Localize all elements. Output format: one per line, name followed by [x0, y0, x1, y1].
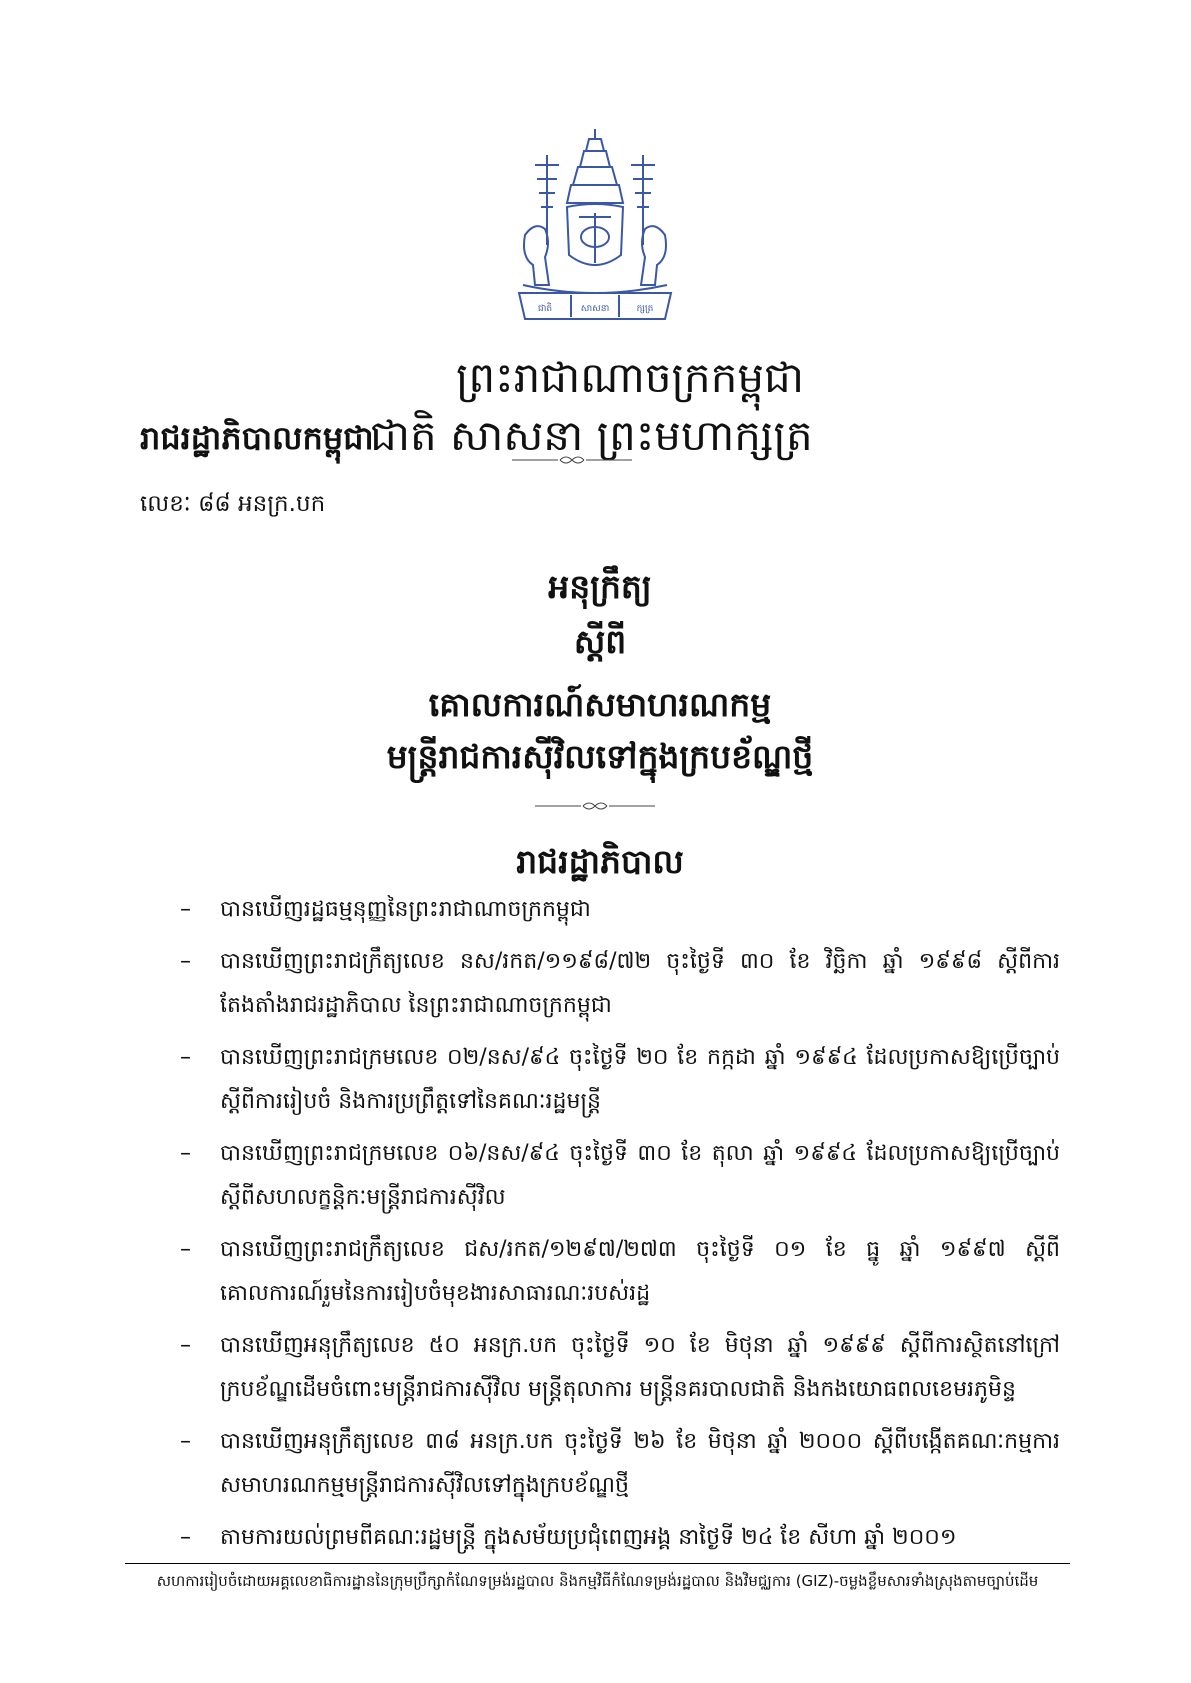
emblem-banner-center: សាសនា [580, 304, 610, 314]
consideration-item [180, 1228, 1060, 1316]
list-dash: – [180, 1525, 191, 1550]
list-dash: – [180, 1141, 191, 1166]
list-dash: – [180, 1333, 191, 1358]
list-dash: – [180, 1045, 191, 1070]
list-dash: – [180, 1237, 191, 1262]
considerations-list [180, 888, 1060, 1568]
list-dash: – [180, 1429, 191, 1454]
consideration-item [180, 888, 1060, 932]
consideration-item [180, 1420, 1060, 1508]
ornamental-divider-middle [535, 798, 655, 814]
list-dash: – [180, 897, 191, 922]
consideration-text: បានឃើញអនុក្រឹត្យលេខ ៥០ អនក្រ.បក ចុះថ្ងៃទី ១០ ខែ មិថុនា ឆ្នាំ ១៩៩៩ ស្តីពីការស្ថិតនៅក្រៅក្របខ័ណ្ឌដើមចំពោះមន្ត្រីរាជការស៊ីវិល មន្ត្រីតុលាការ មន្ត្រីនគរបាលជាតិ និងកងយោធពលខេមរភូមិន្ទ [220, 1333, 1060, 1402]
footer-rule [125, 1563, 1070, 1564]
consideration-item [180, 1036, 1060, 1124]
consideration-text: បានឃើញព្រះរាជក្រមលេខ ០៦/នស/៩៤ ចុះថ្ងៃទី ៣០ ខែ តុលា ឆ្នាំ ១៩៩៤ ដែលប្រកាសឱ្យប្រើច្បាប់ស្តីពីសហលក្ខន្តិកៈមន្ត្រីរាជការស៊ីវិល [220, 1141, 1060, 1210]
document-type-heading: អនុក្រឹត្យ [548, 567, 652, 606]
issuer-heading: រាជរដ្ឋាភិបាល [516, 842, 684, 881]
consideration-text: បានឃើញព្រះរាជក្រឹត្យលេខ នស/រកត/១១៩៨/៧២ ចុះថ្ងៃទី ៣០ ខែ វិច្ឆិកា ឆ្នាំ ១៩៩៨ ស្តីពីការតែងតាំងរាជរដ្ឋាភិបាល នៃព្រះរាជាណាចក្រកម្ពុជា [220, 949, 1060, 1018]
subject-title-line-1: គោលការណ៍សមាហរណកម្ម [428, 685, 772, 724]
about-heading: ស្តីពី [573, 622, 627, 661]
decree-number: លេខៈ ៨៨ អនក្រ.បក [140, 491, 326, 517]
national-motto: ជាតិ សាសនា ព្រះមហាក្សត្រ [370, 411, 813, 460]
ornamental-divider-top [512, 452, 632, 468]
consideration-text: បានឃើញព្រះរាជក្រមលេខ ០២/នស/៩៤ ចុះថ្ងៃទី ២០ ខែ កក្កដា ឆ្នាំ ១៩៩៤ ដែលប្រកាសឱ្យប្រើច្បាប់ស្តីពីការរៀបចំ និងការប្រព្រឹត្តទៅនៃគណៈរដ្ឋមន្ត្រី [220, 1045, 1060, 1114]
consideration-item [180, 1516, 1060, 1560]
emblem-banner-left: ជាតិ [537, 304, 553, 314]
government-name: រាជរដ្ឋាភិបាលកម្ពុជា [140, 419, 374, 457]
consideration-item [180, 1132, 1060, 1220]
consideration-item [180, 940, 1060, 1028]
consideration-text: បានឃើញរដ្ឋធម្មនុញ្ញនៃព្រះរាជាណាចក្រកម្ពុជា [220, 897, 591, 922]
consideration-item [180, 1324, 1060, 1412]
list-dash: – [180, 949, 191, 974]
emblem-banner-right: ក្សត្រ [636, 304, 654, 314]
subject-title-line-2: មន្ត្រីរាជការស៊ីវិលទៅក្នុងក្របខ័ណ្ឌថ្មី [386, 737, 814, 776]
kingdom-name: ព្រះរាជាណាចក្រកម្ពុជា [455, 353, 805, 402]
royal-coat-of-arms-emblem [505, 125, 685, 323]
footer-credit: សហការរៀបចំដោយអគ្គលេខាធិការដ្ឋាននៃក្រុមប្រឹក្សាកំណែទម្រង់រដ្ឋបាល និងកម្មវិធីកំណែទម្រង់រដ្ឋបាល និងវិមជ្ឈការ (GIZ)-ចម្លងខ្លឹមសារទាំងស្រុងតាមច្បាប់ដើម [156, 1572, 1039, 1590]
consideration-text: តាមការយល់ព្រមពីគណៈរដ្ឋមន្ត្រី ក្នុងសម័យប្រជុំពេញអង្គ នាថ្ងៃទី ២៤ ខែ សីហា ឆ្នាំ ២០០១ [220, 1525, 957, 1550]
consideration-text: បានឃើញអនុក្រឹត្យលេខ ៣៨ អនក្រ.បក ចុះថ្ងៃទី ២៦ ខែ មិថុនា ឆ្នាំ ២០០០ ស្តីពីបង្កើតគណៈកម្មការសមាហរណកម្មមន្ត្រីរាជការស៊ីវិលទៅក្នុងក្របខ័ណ្ឌថ្មី [220, 1429, 1060, 1498]
consideration-text: បានឃើញព្រះរាជក្រឹត្យលេខ ជស/រកត/១២៩៧/២៧៣ ចុះថ្ងៃទី ០១ ខែ ធ្នូ ឆ្នាំ ១៩៩៧ ស្តីពីគោលការណ៍រួមនៃការរៀបចំមុខងារសាធារណៈរបស់រដ្ឋ [220, 1237, 1060, 1306]
